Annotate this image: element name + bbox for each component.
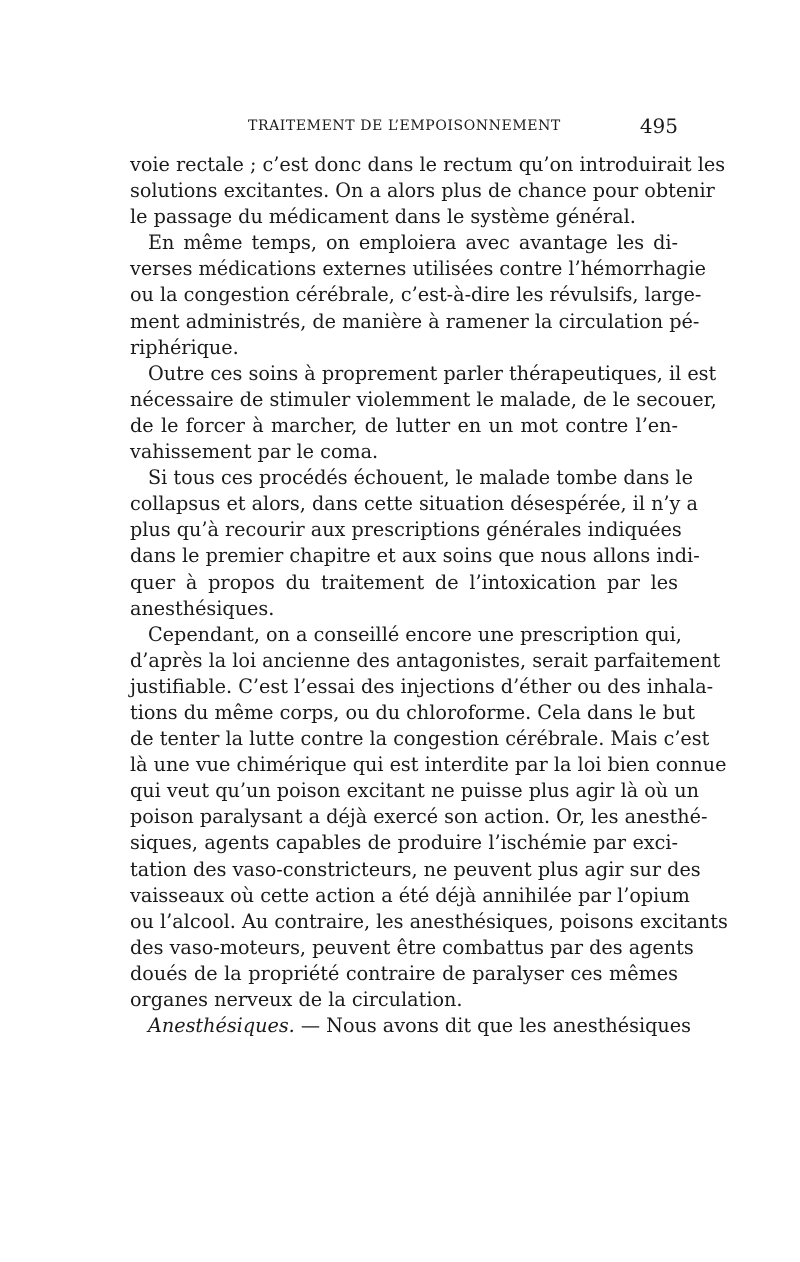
section-start-line bbox=[130, 1013, 691, 1039]
text-line: nécessaire de stimuler violemment le malade, de le secouer, bbox=[130, 387, 717, 411]
text-line: Si tous ces procédés échouent, le malade tombe dans le bbox=[148, 466, 693, 490]
text-line: verses médications externes utilisées contre l’hémorrhagie bbox=[130, 257, 707, 281]
text-line: solutions excitantes. On a alors plus de chance pour obtenir bbox=[130, 179, 715, 203]
text-line: tation des vaso-constricteurs, ne peuvent plus agir sur des bbox=[130, 857, 701, 881]
text-line: collapsus et alors, dans cette situation désespérée, il n’y a bbox=[130, 492, 698, 516]
text-line: plus qu’à recourir aux prescriptions générales indiquées bbox=[130, 518, 682, 542]
text-line: le passage du médicament dans le système général. bbox=[130, 205, 636, 229]
text-line: qui veut qu’un poison excitant ne puisse plus agir là où un bbox=[130, 779, 699, 803]
text-line: doués de la propriété contraire de paralyser ces mêmes bbox=[130, 961, 678, 985]
text-line: vahissement par le coma. bbox=[130, 440, 379, 464]
section-heading-anesthesiques: Anesthésiques. bbox=[148, 1014, 295, 1038]
text-line: ou l’alcool. Au contraire, les anesthésiques, poisons excitants bbox=[130, 909, 728, 933]
text-line: tions du même corps, ou du chloroforme. Cela dans le but bbox=[130, 700, 695, 724]
text-line: ment administrés, de manière à ramener la circulation pé- bbox=[130, 309, 700, 333]
text-line: organes nerveux de la circulation. bbox=[130, 988, 463, 1011]
text-line: poison paralysant a déjà exercé son action. Or, les anesthé- bbox=[130, 805, 708, 829]
text-line: d’après la loi ancienne des antagonistes, serait parfaitement bbox=[130, 648, 721, 672]
text-line: En même temps, on emploiera avec avantage les di- bbox=[148, 231, 678, 255]
text-line: de le forcer à marcher, de lutter en un mot contre l’en- bbox=[130, 413, 678, 437]
running-title: TRAITEMENT DE L’EMPOISONNEMENT bbox=[248, 118, 561, 134]
running-head bbox=[130, 116, 678, 140]
page-number: 495 bbox=[639, 114, 678, 138]
text-line: Outre ces soins à proprement parler thérapeutiques, il est bbox=[148, 361, 717, 385]
text-line: siques, agents capables de produire l’ischémie par exci- bbox=[130, 831, 678, 855]
text-line: justifiable. C’est l’essai des injections d’éther ou des inhala- bbox=[130, 674, 714, 698]
text-line: riphérique. bbox=[130, 335, 239, 359]
section-start-text: — Nous avons dit que les anesthésiques bbox=[294, 1014, 691, 1038]
text-line: dans le premier chapitre et aux soins que nous allons indi- bbox=[130, 544, 700, 568]
text-line: vaisseaux où cette action a été déjà annihilée par l’opium bbox=[130, 883, 690, 907]
text-line: là une vue chimérique qui est interdite par la loi bien connue bbox=[130, 753, 727, 777]
text-line: anesthésiques. bbox=[130, 596, 275, 620]
body-text bbox=[130, 152, 728, 1039]
text-line: de tenter la lutte contre la congestion cérébrale. Mais c’est bbox=[130, 727, 710, 751]
text-line: Cependant, on a conseillé encore une prescription qui, bbox=[148, 622, 682, 646]
text-line: quer à propos du traitement de l’intoxication par les bbox=[130, 570, 678, 594]
text-line: voie rectale ; c’est donc dans le rectum qu’on introduirait les bbox=[130, 153, 726, 176]
text-line: des vaso-moteurs, peuvent être combattus par des agents bbox=[130, 935, 694, 959]
text-line: ou la congestion cérébrale, c’est-à-dire les révulsifs, large- bbox=[130, 283, 702, 307]
